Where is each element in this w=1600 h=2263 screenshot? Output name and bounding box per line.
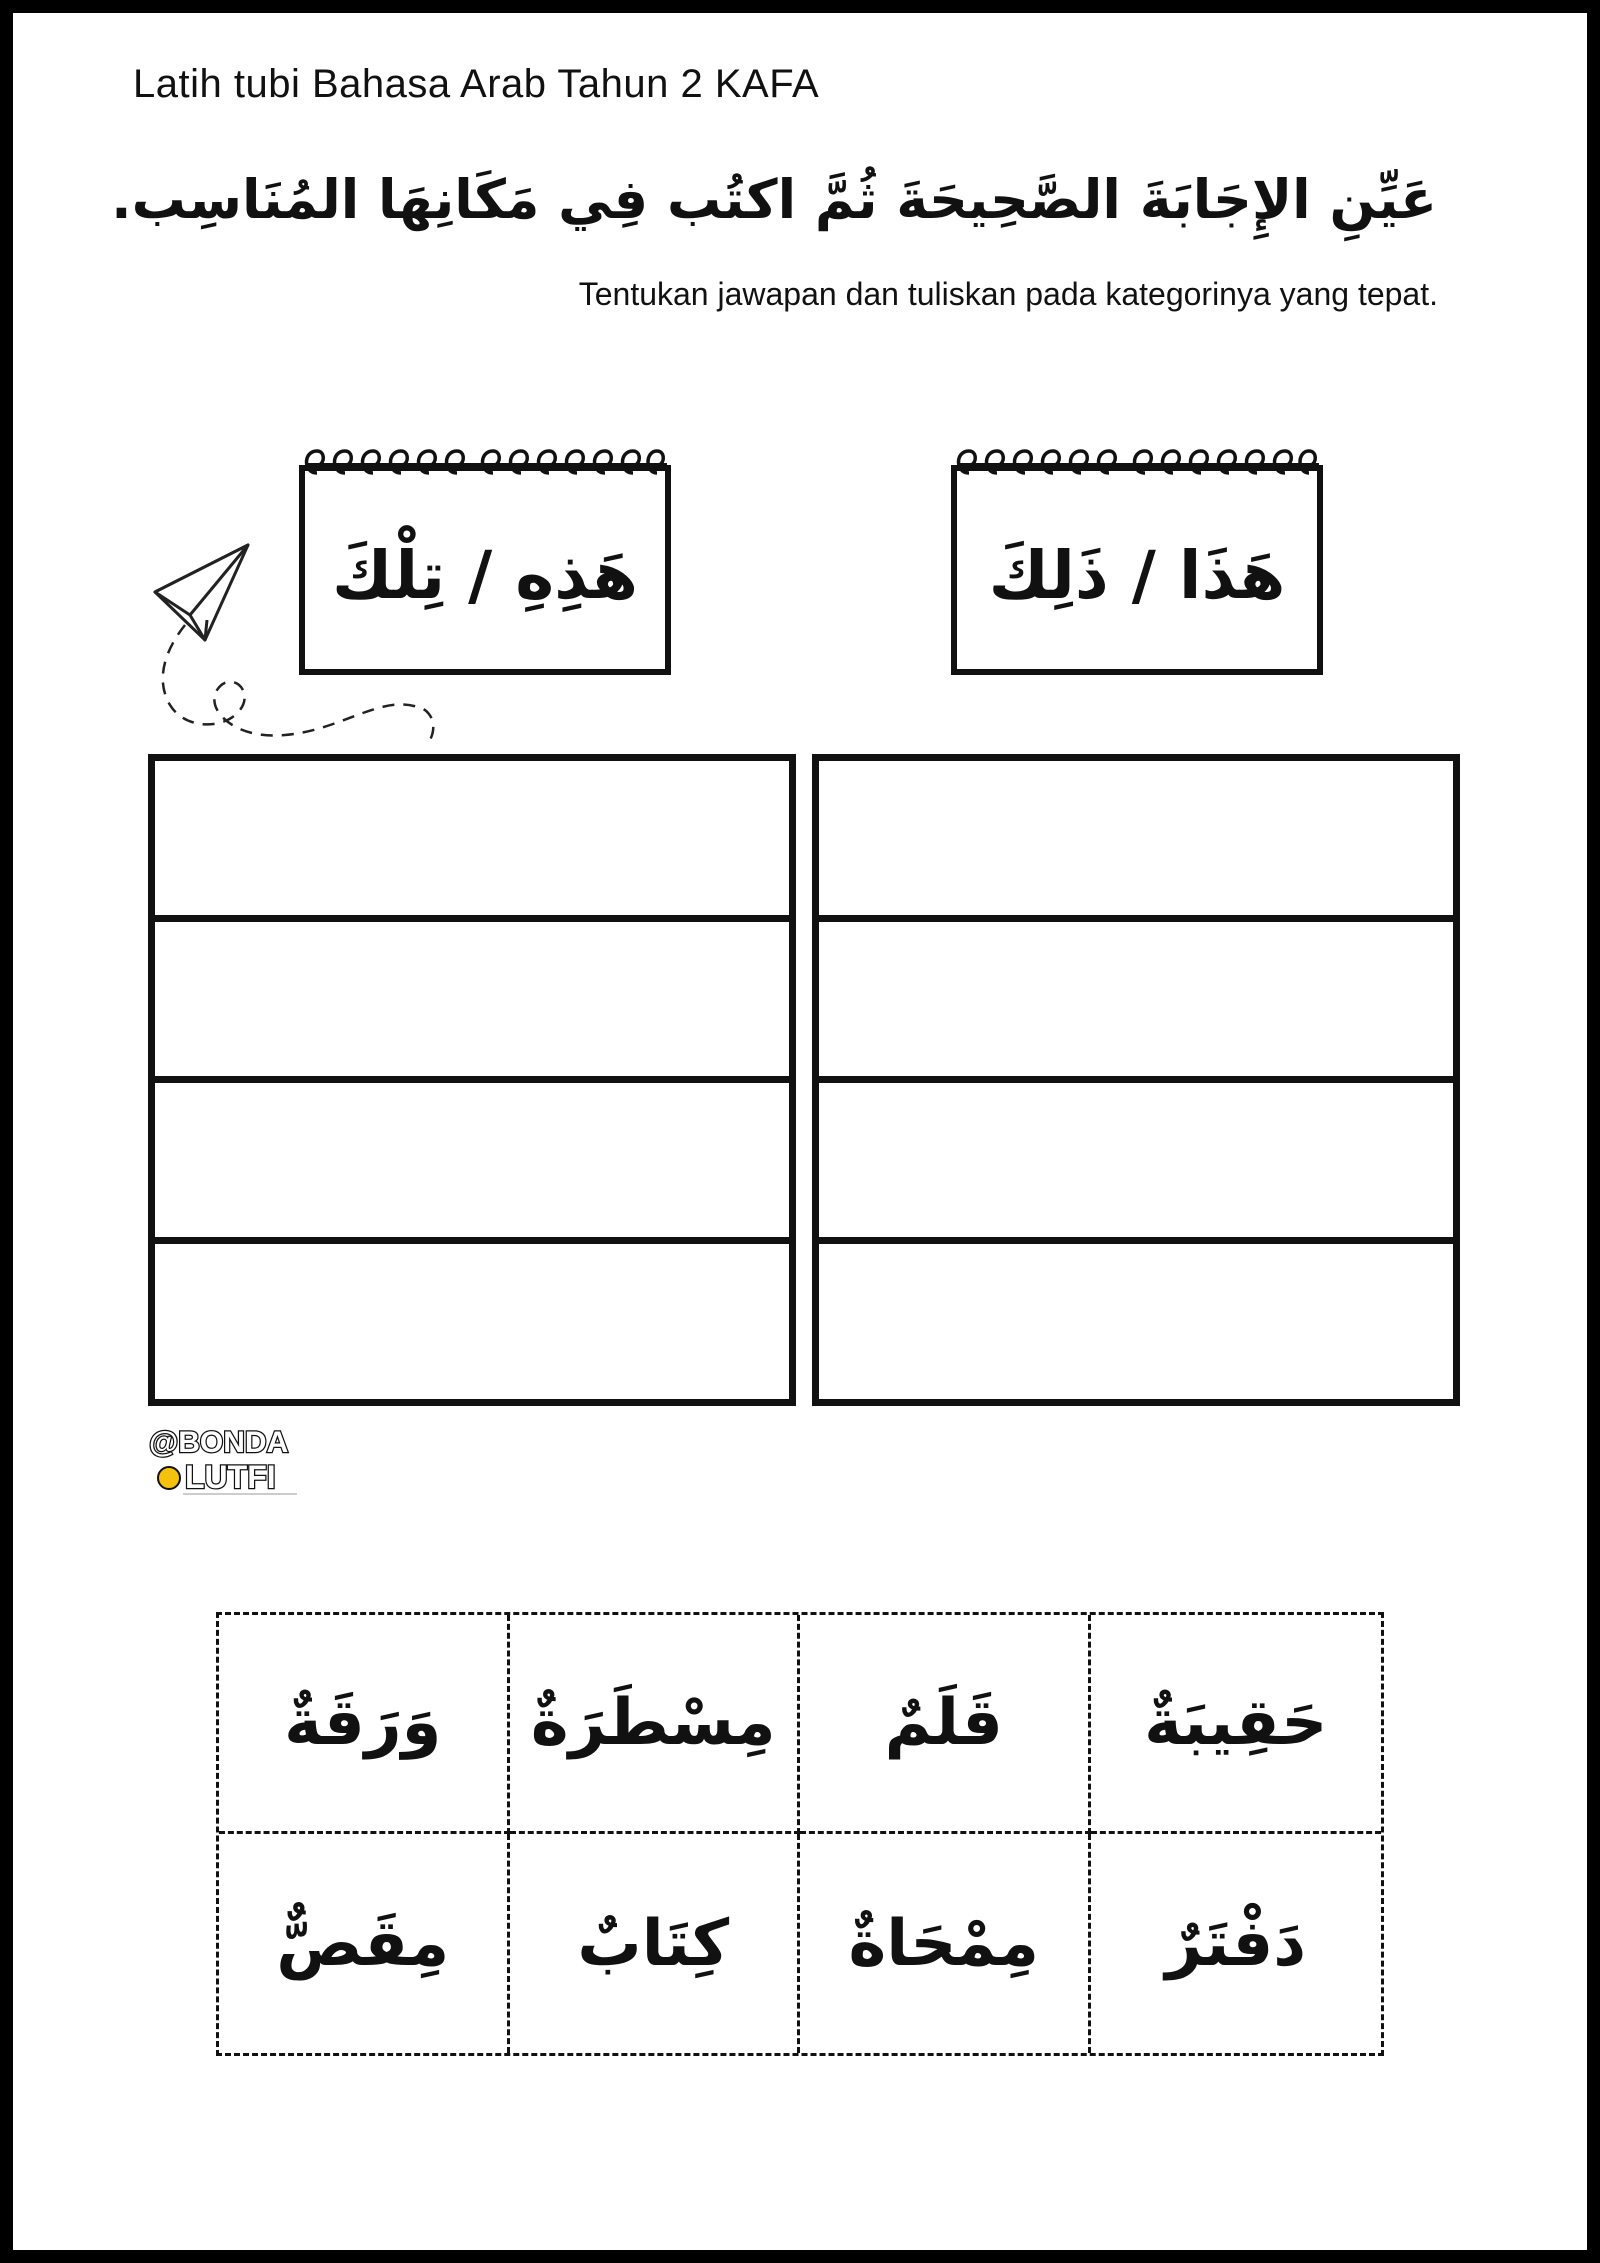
category-card-hadha-dhalika — [951, 465, 1323, 675]
answer-column-hadha-dhalika — [812, 754, 1460, 1406]
word-card[interactable]: مِمْحَاةٌ — [800, 1834, 1091, 2053]
word-card[interactable]: مِسْطَرَةٌ — [510, 1615, 801, 1834]
category-label-hadhihi-tilka: هَذِهِ / تِلْكَ — [331, 536, 639, 614]
word-card[interactable]: قَلَمٌ — [800, 1615, 1091, 1834]
answer-box[interactable] — [155, 761, 789, 922]
answer-column-hadhihi-tilka — [148, 754, 796, 1406]
answer-box[interactable] — [819, 1083, 1453, 1244]
word-card[interactable]: حَقِيبَةٌ — [1091, 1615, 1382, 1834]
answer-box[interactable] — [155, 1083, 789, 1244]
svg-text:@BONDA: @BONDA — [149, 1426, 289, 1459]
word-card[interactable]: مِقَصٌّ — [219, 1834, 510, 2053]
answer-box[interactable] — [819, 1244, 1453, 1405]
word-card[interactable]: كِتَابٌ — [510, 1834, 801, 2053]
svg-text:LUTFI: LUTFI — [185, 1459, 276, 1495]
word-bank — [216, 1612, 1384, 2056]
instruction-malay: Tentukan jawapan dan tuliskan pada kategorinya yang tepat. — [578, 276, 1438, 312]
category-card-hadhihi-tilka — [299, 465, 671, 675]
spiral-binding-icon — [947, 443, 1327, 483]
answer-box[interactable] — [155, 922, 789, 1083]
answer-box[interactable] — [819, 761, 1453, 922]
answer-box[interactable] — [155, 1244, 789, 1405]
bonda-lutfi-logo — [147, 1418, 307, 1498]
word-card[interactable]: وَرَقَةٌ — [219, 1615, 510, 1834]
answer-box[interactable] — [819, 922, 1453, 1083]
word-card[interactable]: دَفْتَرٌ — [1165, 1906, 1307, 1981]
worksheet-title: Latih tubi Bahasa Arab Tahun 2 KAFA — [133, 62, 820, 106]
spiral-binding-icon — [295, 443, 675, 483]
instruction-arabic: عَيِّنِ الإِجَابَةَ الصَّحِيحَةَ ثُمَّ اكتُب فِي مَكَانِهَا المُنَاسِب. — [111, 168, 1437, 231]
category-label-hadha-dhalika: هَذَا / ذَلِكَ — [988, 536, 1286, 614]
